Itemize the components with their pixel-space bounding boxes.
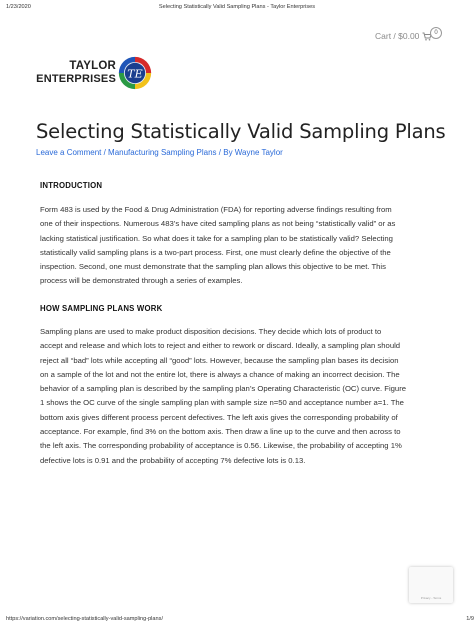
recaptcha-text: Privacy - Terms xyxy=(420,596,442,600)
recaptcha-badge[interactable] xyxy=(409,567,453,603)
paragraph-line: lacking statistical justification. So what does it take for a sampling plan to be statistically valid? Selecting xyxy=(40,233,393,243)
introduction-paragraph xyxy=(40,203,440,289)
print-url: https://variation.com/selecting-statistically-valid-sampling-plans/ xyxy=(6,616,163,622)
category-link[interactable]: Manufacturing Sampling Plans xyxy=(108,148,217,157)
logo-mark-text: TE xyxy=(127,67,143,81)
meta-byline: / By xyxy=(216,148,235,157)
paragraph-line: reject all “bad” lots while accepting all “good” lots. However, because the sampling plan bases its decision xyxy=(40,355,399,365)
paragraph-line: behavior of a sampling plan is described by the sampling plan’s Operating Characteristic (OC) curve. Figure xyxy=(40,384,407,394)
article-meta xyxy=(36,148,283,157)
paragraph-line: Form 483 is used by the Food & Drug Administration (FDA) for reporting adverse findings resulting from xyxy=(40,205,392,214)
paragraph-line: on a sample of the lot and not the entire lot, there is always a chance of making an incorrect decision. The xyxy=(40,369,400,379)
print-header xyxy=(6,4,468,14)
paragraph-line: one of their inspections. Numerous 483’s have cited sampling plans as not being “statistically valid” or as xyxy=(40,219,396,229)
author-link[interactable]: Wayne Taylor xyxy=(234,148,283,157)
print-date: 1/23/2020 xyxy=(6,4,31,10)
cart-link[interactable] xyxy=(375,31,432,41)
logo-line-2: ENTERPRISES xyxy=(36,73,116,85)
site-logo[interactable] xyxy=(34,56,154,96)
paragraph-line: acceptance. For example, find 3% on the bottom axis. Then draw a line up to the curve and then across to xyxy=(40,427,401,437)
article-title: Selecting Statistically Valid Sampling Plans xyxy=(36,120,446,143)
paragraph-line: 1 shows the OC curve of the single sampling plan with sample size n=50 and acceptance number a=1. The xyxy=(40,398,404,408)
paragraph-line: Sampling plans are used to make product disposition decisions. They decide which lots of product to xyxy=(40,327,382,336)
how-sampling-plans-work-paragraph xyxy=(40,325,440,468)
logo-wordmark xyxy=(34,60,116,86)
paragraph-line: the left axis. The corresponding probability of acceptance is 0.56. Likewise, the probability of accepting 1% xyxy=(40,441,402,451)
paragraph-line: process will be demonstrated through a series of examples. xyxy=(40,276,243,286)
paragraph-line: accept and release and which lots to reject and either to rework or discard. Ideally, a sampling plan should xyxy=(40,341,401,351)
how-sampling-plans-work-heading: HOW SAMPLING PLANS WORK xyxy=(40,304,163,313)
paragraph-line: defective lots is 0.91 and the probability of accepting 7% defective lots is 0.13. xyxy=(40,455,306,465)
paragraph-line: inspection. Second, one must demonstrate that the sampling plan allows this objective to be met. This xyxy=(40,262,386,272)
introduction-heading: INTRODUCTION xyxy=(40,181,103,190)
cart-label: Cart / $0.00 xyxy=(375,31,420,41)
print-page-number: 1/9 xyxy=(466,616,474,622)
print-footer xyxy=(6,616,474,626)
meta-separator: / xyxy=(101,148,109,157)
paragraph-line: bottom axis gives different process percent defectives. The left axis gives the corresponding probability of xyxy=(40,412,398,422)
logo-emblem-icon xyxy=(118,56,152,90)
paragraph-line: statistically valid sampling plans is a two-part process. First, one must clearly define the objective of the xyxy=(40,247,391,257)
leave-comment-link[interactable]: Leave a Comment xyxy=(36,148,102,157)
print-page-title: Selecting Statistically Valid Sampling Plans - Taylor Enterprises xyxy=(158,4,316,10)
cart-count-badge: 0 xyxy=(430,27,442,39)
logo-line-1: TAYLOR xyxy=(69,60,116,72)
